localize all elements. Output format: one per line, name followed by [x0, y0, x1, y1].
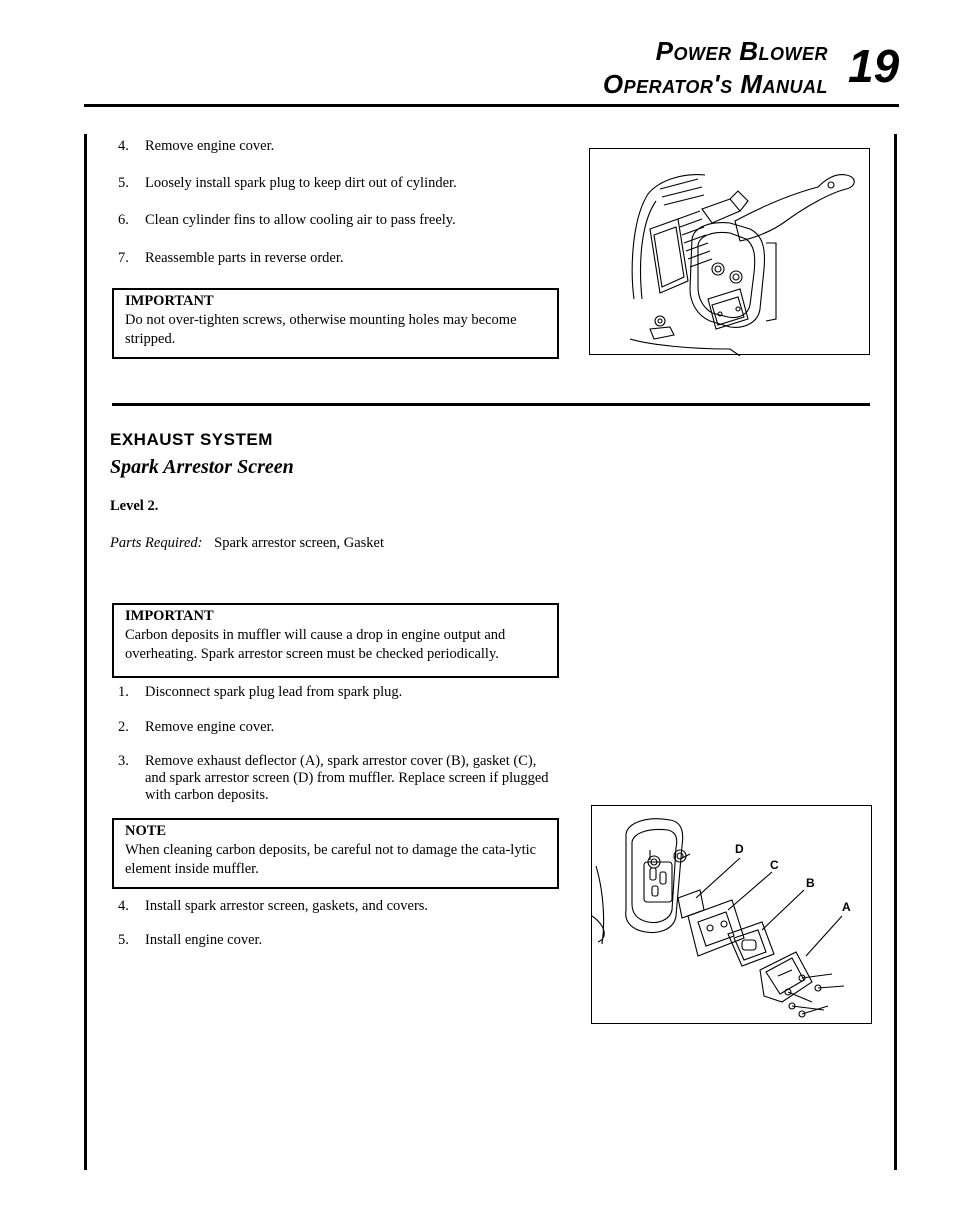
manual-title-line2 — [603, 69, 828, 99]
manual-title — [603, 36, 828, 99]
step-text: Loosely install spark plug to keep dirt out of cylinder. — [145, 175, 457, 191]
important-box — [112, 288, 559, 359]
parts-value: Spark arrestor screen, Gasket — [214, 535, 385, 551]
section-heading: EXHAUST SYSTEM — [110, 430, 273, 449]
note-body: When cleaning carbon deposits, be careful not to damage the cata-lytic element inside muffler. — [125, 842, 537, 877]
step-number: 6. — [118, 212, 129, 228]
step-number: 5. — [118, 932, 129, 948]
step-text: Remove engine cover. — [145, 719, 275, 735]
step-text: Remove exhaust deflector (A), spark arrestor cover (B), gasket (C), and spark arrestor screen (D) from muffler. Replace screen if plugged with carbon deposits. — [145, 753, 549, 803]
step-number: 2. — [118, 719, 129, 735]
title-line1-text: Power Blower — [655, 36, 828, 66]
callout-c: C — [770, 858, 779, 872]
list-item — [118, 719, 558, 736]
list-item — [118, 138, 558, 155]
header-rule — [84, 104, 899, 107]
note-box — [112, 818, 559, 889]
callout-a: A — [842, 900, 851, 914]
important-title: IMPORTANT — [125, 608, 214, 624]
right-margin-bar — [894, 134, 897, 1170]
parts-label: Parts Required: — [110, 535, 203, 551]
important-body: Do not over-tighten screws, otherwise mounting holes may become stripped. — [125, 312, 517, 347]
step-number: 5. — [118, 175, 129, 191]
list-item — [118, 212, 558, 229]
title-line2-text: Operator's Manual — [602, 69, 828, 99]
important-body: Carbon deposits in muffler will cause a drop in engine output and overheating. Spark arrestor screen must be checked periodically. — [125, 627, 506, 662]
callout-b: B — [806, 876, 815, 890]
engine-figure — [589, 148, 870, 355]
section-subheading: Spark Arrestor Screen — [110, 456, 294, 478]
step-number: 4. — [118, 138, 129, 154]
section-divider — [112, 403, 870, 406]
list-item — [118, 753, 558, 804]
muffler-exploded-figure — [591, 805, 872, 1024]
step-text: Reassemble parts in reverse order. — [145, 250, 344, 266]
step-number: 7. — [118, 250, 129, 266]
important-box — [112, 603, 559, 678]
step-text: Install engine cover. — [145, 932, 263, 948]
list-item — [118, 898, 558, 915]
page-number: 19 — [848, 40, 900, 92]
skill-level: Level 2. — [110, 498, 159, 514]
step-text: Clean cylinder fins to allow cooling air to pass freely. — [145, 212, 456, 228]
list-item — [118, 250, 558, 267]
list-item — [118, 932, 558, 949]
step-text: Disconnect spark plug lead from spark plug. — [145, 684, 403, 700]
step-text: Install spark arrestor screen, gaskets, and covers. — [145, 898, 429, 914]
list-item — [118, 684, 558, 701]
list-item — [118, 175, 558, 192]
step-number: 3. — [118, 753, 129, 769]
parts-required — [110, 535, 384, 552]
left-margin-bar — [84, 134, 87, 1170]
note-title: NOTE — [125, 823, 167, 839]
step-text: Remove engine cover. — [145, 138, 275, 154]
callout-d: D — [735, 842, 744, 856]
step-number: 1. — [118, 684, 129, 700]
important-title: IMPORTANT — [125, 293, 214, 309]
step-number: 4. — [118, 898, 129, 914]
manual-title-line1 — [603, 36, 828, 66]
